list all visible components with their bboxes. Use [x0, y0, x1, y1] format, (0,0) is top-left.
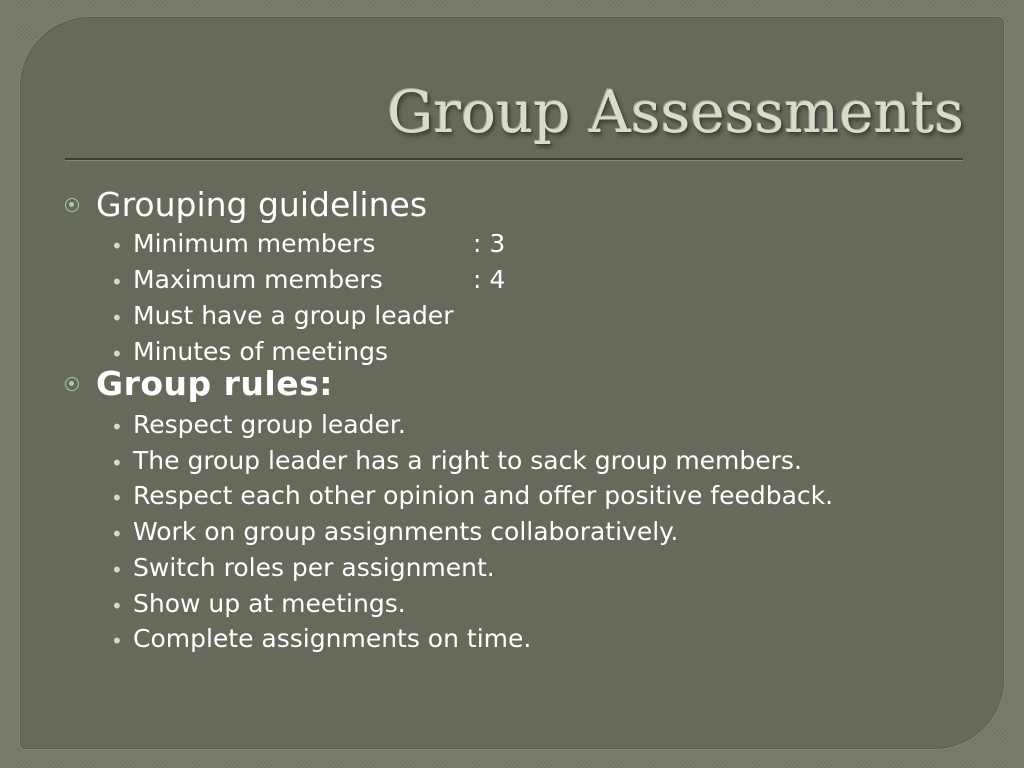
list-item-label: Minimum members	[133, 229, 376, 258]
list-item-label: Respect each other opinion and offer positive feedback.	[133, 481, 834, 510]
title-divider	[65, 158, 963, 161]
list-item-label: Respect group leader.	[133, 410, 406, 439]
slide-title: Group Assessments	[387, 78, 964, 146]
bullet-dot-icon: •	[111, 415, 123, 439]
bullet-dot-icon: •	[111, 486, 123, 510]
list-item-label: Switch roles per assignment.	[133, 553, 495, 582]
list-item-label: Minutes of meetings	[133, 337, 389, 366]
section-heading-label: Grouping guidelines	[96, 185, 428, 224]
bullet-dot-icon: •	[111, 629, 123, 653]
list-item-value: : 4	[473, 265, 506, 294]
section-heading-grouping	[96, 185, 427, 224]
list-item	[111, 553, 495, 582]
target-bullet-icon	[65, 377, 79, 391]
target-bullet-icon	[65, 198, 79, 212]
bullet-dot-icon: •	[111, 342, 123, 366]
list-item	[111, 517, 679, 546]
list-item	[111, 589, 406, 618]
list-item-value: : 3	[473, 229, 506, 258]
bullet-dot-icon: •	[111, 558, 123, 582]
list-item-label: Complete assignments on time.	[133, 624, 532, 653]
bullet-dot-icon: •	[111, 451, 123, 475]
list-item-label: Show up at meetings.	[133, 589, 406, 618]
bullet-dot-icon: •	[111, 594, 123, 618]
list-item-label: Maximum members	[133, 265, 383, 294]
section-heading-rules	[96, 364, 333, 403]
list-item	[111, 446, 802, 475]
list-item	[111, 481, 834, 510]
list-item	[111, 410, 406, 439]
list-item	[111, 229, 506, 258]
section-heading-label: Group rules:	[96, 364, 333, 403]
list-item	[111, 624, 532, 653]
list-item	[111, 265, 506, 294]
bullet-dot-icon: •	[111, 306, 123, 330]
list-item-label: The group leader has a right to sack group members.	[133, 446, 802, 475]
bullet-dot-icon: •	[111, 234, 123, 258]
list-item-label: Must have a group leader	[133, 301, 454, 330]
list-item-label: Work on group assignments collaboratively.	[133, 517, 679, 546]
bullet-dot-icon: •	[111, 522, 123, 546]
list-item	[111, 337, 389, 366]
bullet-dot-icon: •	[111, 270, 123, 294]
list-item	[111, 301, 454, 330]
